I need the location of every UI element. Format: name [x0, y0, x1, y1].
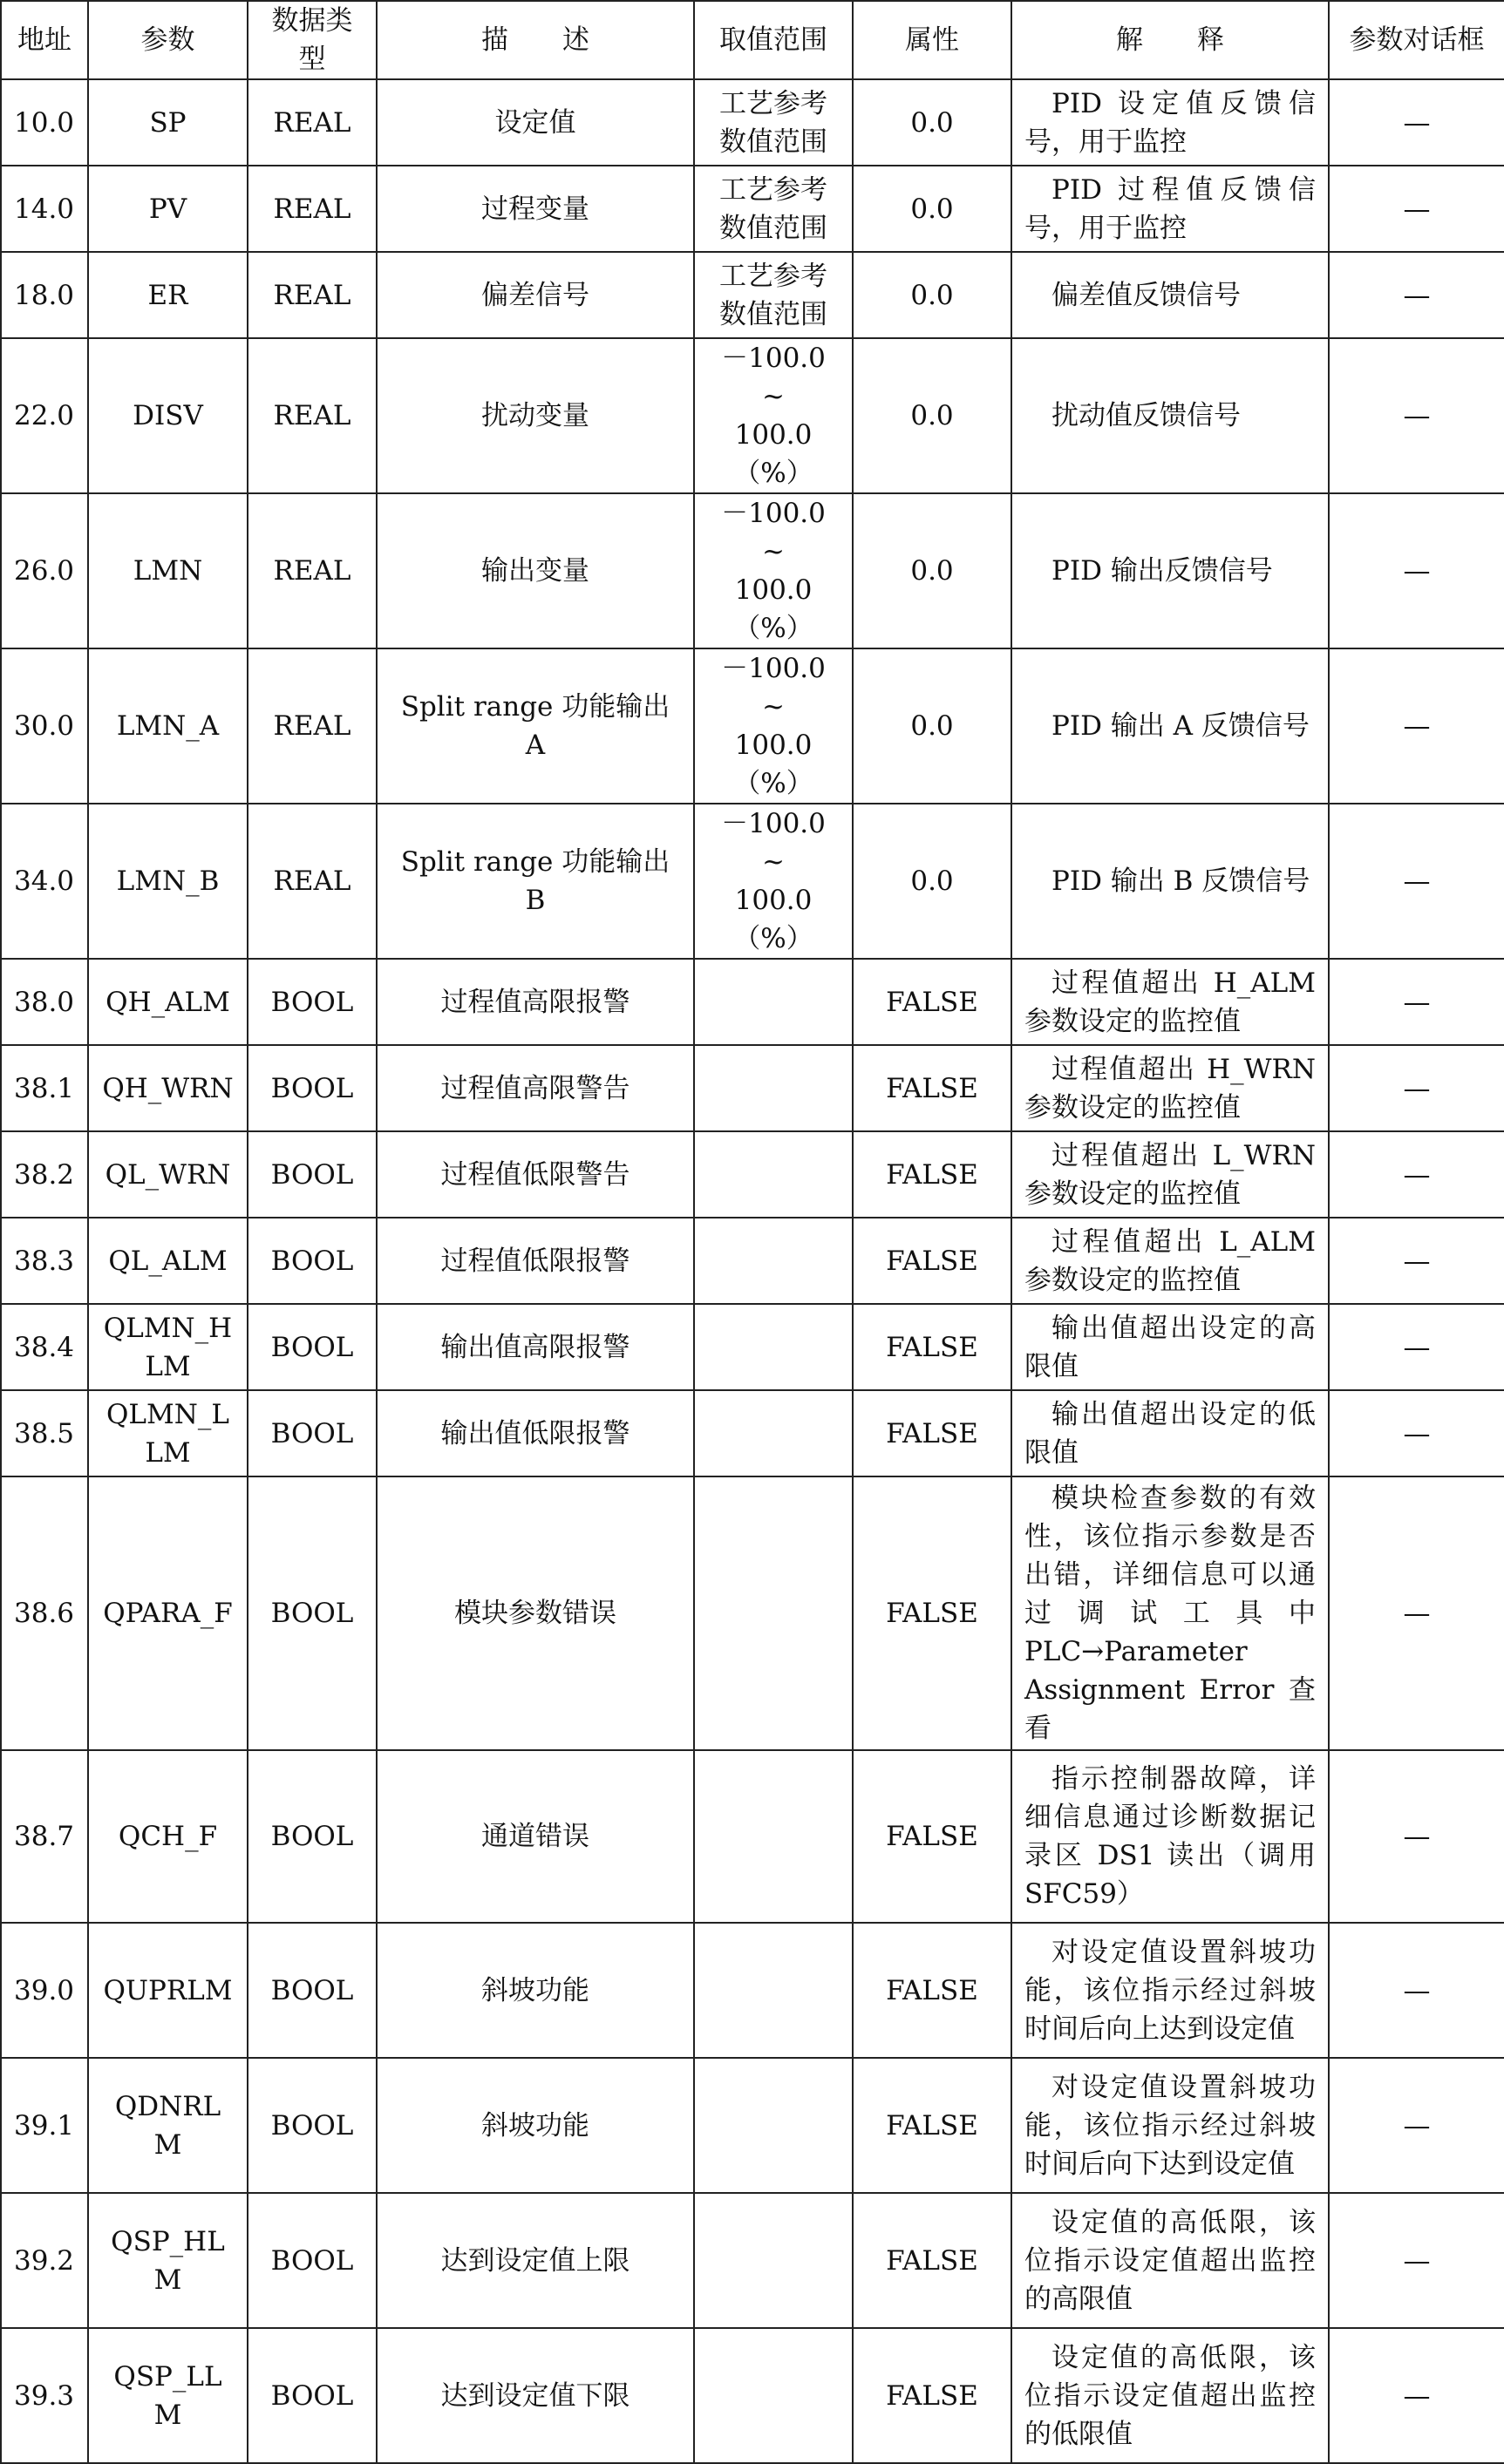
- cell-address: 38.3: [1, 1218, 88, 1304]
- cell-description: Split range 功能输出 A: [377, 648, 694, 804]
- cell-parameter-dialog: —: [1329, 804, 1504, 959]
- table-row: [1, 804, 1504, 959]
- cell-explanation: PID 输出反馈信号: [1011, 493, 1329, 648]
- cell-address: 38.1: [1, 1045, 88, 1131]
- cell-value-range: [694, 1750, 853, 1923]
- cell-attribute: 0.0: [853, 252, 1011, 338]
- value-range-line: 工艺参考: [719, 87, 827, 119]
- value-range-line: 数值范围: [719, 126, 827, 158]
- cell-parameter: QUPRLM: [88, 1923, 248, 2058]
- cell-explanation: 设定值的高低限，该位指示设定值超出监控的低限值: [1011, 2328, 1329, 2463]
- cell-data-type: BOOL: [248, 1750, 377, 1923]
- header-explanation: 解 释: [1011, 1, 1329, 79]
- cell-data-type: REAL: [248, 493, 377, 648]
- cell-address: 38.7: [1, 1750, 88, 1923]
- cell-data-type: BOOL: [248, 2058, 377, 2193]
- cell-description: 斜坡功能: [377, 2058, 694, 2193]
- cell-description: 过程值高限警告: [377, 1045, 694, 1131]
- header-data-type: 数据类型: [248, 1, 377, 79]
- value-range-line: 100.0（%）: [733, 730, 813, 799]
- cell-parameter-dialog: —: [1329, 1304, 1504, 1390]
- cell-data-type: BOOL: [248, 1390, 377, 1476]
- cell-description: 达到设定值上限: [377, 2193, 694, 2328]
- value-range-line: 100.0（%）: [733, 574, 813, 644]
- cell-attribute: FALSE: [853, 1131, 1011, 1218]
- cell-address: 39.1: [1, 2058, 88, 2193]
- cell-data-type: BOOL: [248, 2193, 377, 2328]
- value-range-line: 100.0（%）: [733, 885, 813, 954]
- table-row: [1, 1218, 1504, 1304]
- cell-parameter-dialog: —: [1329, 959, 1504, 1045]
- cell-explanation: PID 过程值反馈信号，用于监控: [1011, 166, 1329, 252]
- cell-description: 斜坡功能: [377, 1923, 694, 2058]
- cell-explanation: 模块检查参数的有效性，该位指示参数是否出错，详细信息可以通过调试工具中 PLC→Parameter Assignment Error 查看: [1011, 1476, 1329, 1750]
- header-address: 地址: [1, 1, 88, 79]
- cell-description: 达到设定值下限: [377, 2328, 694, 2463]
- cell-parameter: QLMN_HLM: [88, 1304, 248, 1390]
- cell-description: Split range 功能输出 B: [377, 804, 694, 959]
- cell-value-range: [694, 1218, 853, 1304]
- value-range-line: 工艺参考: [719, 260, 827, 292]
- cell-explanation: PID 输出 A 反馈信号: [1011, 648, 1329, 804]
- cell-description: 过程值低限警告: [377, 1131, 694, 1218]
- cell-parameter-dialog: —: [1329, 338, 1504, 493]
- cell-address: 14.0: [1, 166, 88, 252]
- cell-parameter: DISV: [88, 338, 248, 493]
- cell-attribute: FALSE: [853, 1750, 1011, 1923]
- cell-description: 模块参数错误: [377, 1476, 694, 1750]
- cell-parameter: LMN_A: [88, 648, 248, 804]
- cell-explanation: 指示控制器故障，详细信息通过诊断数据记录区 DS1 读出（调用 SFC59）: [1011, 1750, 1329, 1923]
- table-row: [1, 1390, 1504, 1476]
- cell-value-range: [694, 1476, 853, 1750]
- cell-attribute: FALSE: [853, 1390, 1011, 1476]
- table-row: [1, 959, 1504, 1045]
- cell-parameter-dialog: —: [1329, 166, 1504, 252]
- table-row: [1, 338, 1504, 493]
- table-row: [1, 1923, 1504, 2058]
- cell-description: 输出变量: [377, 493, 694, 648]
- cell-value-range: [694, 1045, 853, 1131]
- cell-attribute: FALSE: [853, 1476, 1011, 1750]
- cell-data-type: BOOL: [248, 1304, 377, 1390]
- value-range-line: 数值范围: [719, 212, 827, 244]
- value-range-line: －100.0 ~: [721, 343, 826, 412]
- cell-explanation: 扰动值反馈信号: [1011, 338, 1329, 493]
- table-row: [1, 252, 1504, 338]
- cell-address: 39.2: [1, 2193, 88, 2328]
- cell-parameter: LMN: [88, 493, 248, 648]
- cell-parameter: QH_ALM: [88, 959, 248, 1045]
- cell-explanation: 输出值超出设定的高限值: [1011, 1304, 1329, 1390]
- value-range-line: －100.0 ~: [721, 808, 826, 878]
- cell-attribute: FALSE: [853, 1218, 1011, 1304]
- cell-explanation: PID 设定值反馈信号，用于监控: [1011, 79, 1329, 166]
- table-row: [1, 1750, 1504, 1923]
- cell-attribute: FALSE: [853, 1923, 1011, 2058]
- cell-attribute: FALSE: [853, 1045, 1011, 1131]
- table-row: [1, 1476, 1504, 1750]
- cell-data-type: REAL: [248, 804, 377, 959]
- cell-value-range: [694, 252, 853, 338]
- cell-description: 过程值高限报警: [377, 959, 694, 1045]
- cell-explanation: 过程值超出 H_ALM 参数设定的监控值: [1011, 959, 1329, 1045]
- cell-parameter: QH_WRN: [88, 1045, 248, 1131]
- header-description: 描 述: [377, 1, 694, 79]
- cell-description: 设定值: [377, 79, 694, 166]
- cell-data-type: REAL: [248, 252, 377, 338]
- cell-address: 30.0: [1, 648, 88, 804]
- table-row: [1, 2193, 1504, 2328]
- cell-description: 输出值低限报警: [377, 1390, 694, 1476]
- cell-attribute: 0.0: [853, 79, 1011, 166]
- cell-parameter-dialog: —: [1329, 648, 1504, 804]
- cell-explanation: 设定值的高低限，该位指示设定值超出监控的高限值: [1011, 2193, 1329, 2328]
- cell-explanation: 过程值超出 L_ALM 参数设定的监控值: [1011, 1218, 1329, 1304]
- cell-data-type: REAL: [248, 166, 377, 252]
- cell-attribute: 0.0: [853, 648, 1011, 804]
- table-body: [1, 79, 1504, 2463]
- cell-parameter: QCH_F: [88, 1750, 248, 1923]
- cell-parameter-dialog: —: [1329, 2058, 1504, 2193]
- header-value-range: 取值范围: [694, 1, 853, 79]
- cell-address: 26.0: [1, 493, 88, 648]
- cell-address: 38.6: [1, 1476, 88, 1750]
- table-row: [1, 1304, 1504, 1390]
- table-row: [1, 79, 1504, 166]
- cell-value-range: [694, 1131, 853, 1218]
- cell-attribute: FALSE: [853, 1304, 1011, 1390]
- cell-description: 输出值高限报警: [377, 1304, 694, 1390]
- cell-description: 过程值低限报警: [377, 1218, 694, 1304]
- cell-parameter: QL_WRN: [88, 1131, 248, 1218]
- cell-parameter-dialog: —: [1329, 79, 1504, 166]
- cell-description: 过程变量: [377, 166, 694, 252]
- cell-parameter-dialog: —: [1329, 1923, 1504, 2058]
- cell-explanation: 对设定值设置斜坡功能，该位指示经过斜坡时间后向下达到设定值: [1011, 2058, 1329, 2193]
- table-row: [1, 1131, 1504, 1218]
- cell-parameter-dialog: —: [1329, 1750, 1504, 1923]
- cell-attribute: FALSE: [853, 2193, 1011, 2328]
- cell-description: 通道错误: [377, 1750, 694, 1923]
- cell-value-range: [694, 804, 853, 959]
- cell-parameter-dialog: —: [1329, 1476, 1504, 1750]
- cell-attribute: 0.0: [853, 804, 1011, 959]
- cell-parameter-dialog: —: [1329, 2193, 1504, 2328]
- cell-parameter-dialog: —: [1329, 493, 1504, 648]
- cell-value-range: [694, 1390, 853, 1476]
- table-row: [1, 166, 1504, 252]
- value-range-line: 工艺参考: [719, 173, 827, 206]
- cell-data-type: REAL: [248, 338, 377, 493]
- cell-value-range: [694, 166, 853, 252]
- cell-explanation: 过程值超出 H_WRN 参数设定的监控值: [1011, 1045, 1329, 1131]
- cell-address: 38.5: [1, 1390, 88, 1476]
- cell-address: 10.0: [1, 79, 88, 166]
- table-row: [1, 2058, 1504, 2193]
- cell-value-range: [694, 79, 853, 166]
- value-range-line: －100.0 ~: [721, 498, 826, 567]
- cell-address: 38.4: [1, 1304, 88, 1390]
- table-header-row: [1, 1, 1504, 79]
- cell-value-range: [694, 959, 853, 1045]
- table-row: [1, 648, 1504, 804]
- cell-parameter-dialog: —: [1329, 1218, 1504, 1304]
- cell-data-type: BOOL: [248, 1923, 377, 2058]
- header-parameter: 参数: [88, 1, 248, 79]
- cell-data-type: BOOL: [248, 1476, 377, 1750]
- cell-data-type: BOOL: [248, 1131, 377, 1218]
- cell-parameter: QLMN_LLM: [88, 1390, 248, 1476]
- value-range-line: 100.0（%）: [733, 419, 813, 489]
- cell-value-range: [694, 2058, 853, 2193]
- cell-data-type: BOOL: [248, 1218, 377, 1304]
- cell-parameter: ER: [88, 252, 248, 338]
- cell-address: 34.0: [1, 804, 88, 959]
- cell-attribute: 0.0: [853, 338, 1011, 493]
- cell-parameter-dialog: —: [1329, 1390, 1504, 1476]
- cell-value-range: [694, 1304, 853, 1390]
- cell-attribute: 0.0: [853, 493, 1011, 648]
- table-row: [1, 493, 1504, 648]
- cell-data-type: BOOL: [248, 2328, 377, 2463]
- cell-address: 22.0: [1, 338, 88, 493]
- header-attribute: 属性: [853, 1, 1011, 79]
- cell-parameter: PV: [88, 166, 248, 252]
- value-range-line: －100.0 ~: [721, 653, 826, 723]
- cell-parameter: QPARA_F: [88, 1476, 248, 1750]
- cell-value-range: [694, 338, 853, 493]
- table-row: [1, 1045, 1504, 1131]
- cell-attribute: FALSE: [853, 2058, 1011, 2193]
- cell-parameter: QSP_HLM: [88, 2193, 248, 2328]
- cell-data-type: REAL: [248, 79, 377, 166]
- table-row: [1, 2328, 1504, 2463]
- cell-value-range: [694, 1923, 853, 2058]
- cell-explanation: 对设定值设置斜坡功能，该位指示经过斜坡时间后向上达到设定值: [1011, 1923, 1329, 2058]
- cell-explanation: 过程值超出 L_WRN 参数设定的监控值: [1011, 1131, 1329, 1218]
- value-range-line: 数值范围: [719, 298, 827, 330]
- cell-address: 18.0: [1, 252, 88, 338]
- cell-parameter-dialog: —: [1329, 1131, 1504, 1218]
- cell-address: 38.2: [1, 1131, 88, 1218]
- cell-value-range: [694, 2193, 853, 2328]
- cell-parameter-dialog: —: [1329, 252, 1504, 338]
- cell-parameter: QSP_LLM: [88, 2328, 248, 2463]
- cell-attribute: FALSE: [853, 2328, 1011, 2463]
- cell-address: 38.0: [1, 959, 88, 1045]
- cell-parameter: QDNRLM: [88, 2058, 248, 2193]
- cell-data-type: BOOL: [248, 959, 377, 1045]
- cell-address: 39.0: [1, 1923, 88, 2058]
- cell-value-range: [694, 493, 853, 648]
- cell-data-type: REAL: [248, 648, 377, 804]
- cell-description: 扰动变量: [377, 338, 694, 493]
- cell-address: 39.3: [1, 2328, 88, 2463]
- cell-attribute: FALSE: [853, 959, 1011, 1045]
- cell-value-range: [694, 2328, 853, 2463]
- cell-explanation: 偏差值反馈信号: [1011, 252, 1329, 338]
- cell-value-range: [694, 648, 853, 804]
- cell-explanation: 输出值超出设定的低限值: [1011, 1390, 1329, 1476]
- cell-attribute: 0.0: [853, 166, 1011, 252]
- cell-explanation: PID 输出 B 反馈信号: [1011, 804, 1329, 959]
- cell-description: 偏差信号: [377, 252, 694, 338]
- cell-data-type: BOOL: [248, 1045, 377, 1131]
- cell-parameter: SP: [88, 79, 248, 166]
- header-parameter-dialog: 参数对话框: [1329, 1, 1504, 79]
- cell-parameter: QL_ALM: [88, 1218, 248, 1304]
- cell-parameter-dialog: —: [1329, 2328, 1504, 2463]
- cell-parameter: LMN_B: [88, 804, 248, 959]
- cell-parameter-dialog: —: [1329, 1045, 1504, 1131]
